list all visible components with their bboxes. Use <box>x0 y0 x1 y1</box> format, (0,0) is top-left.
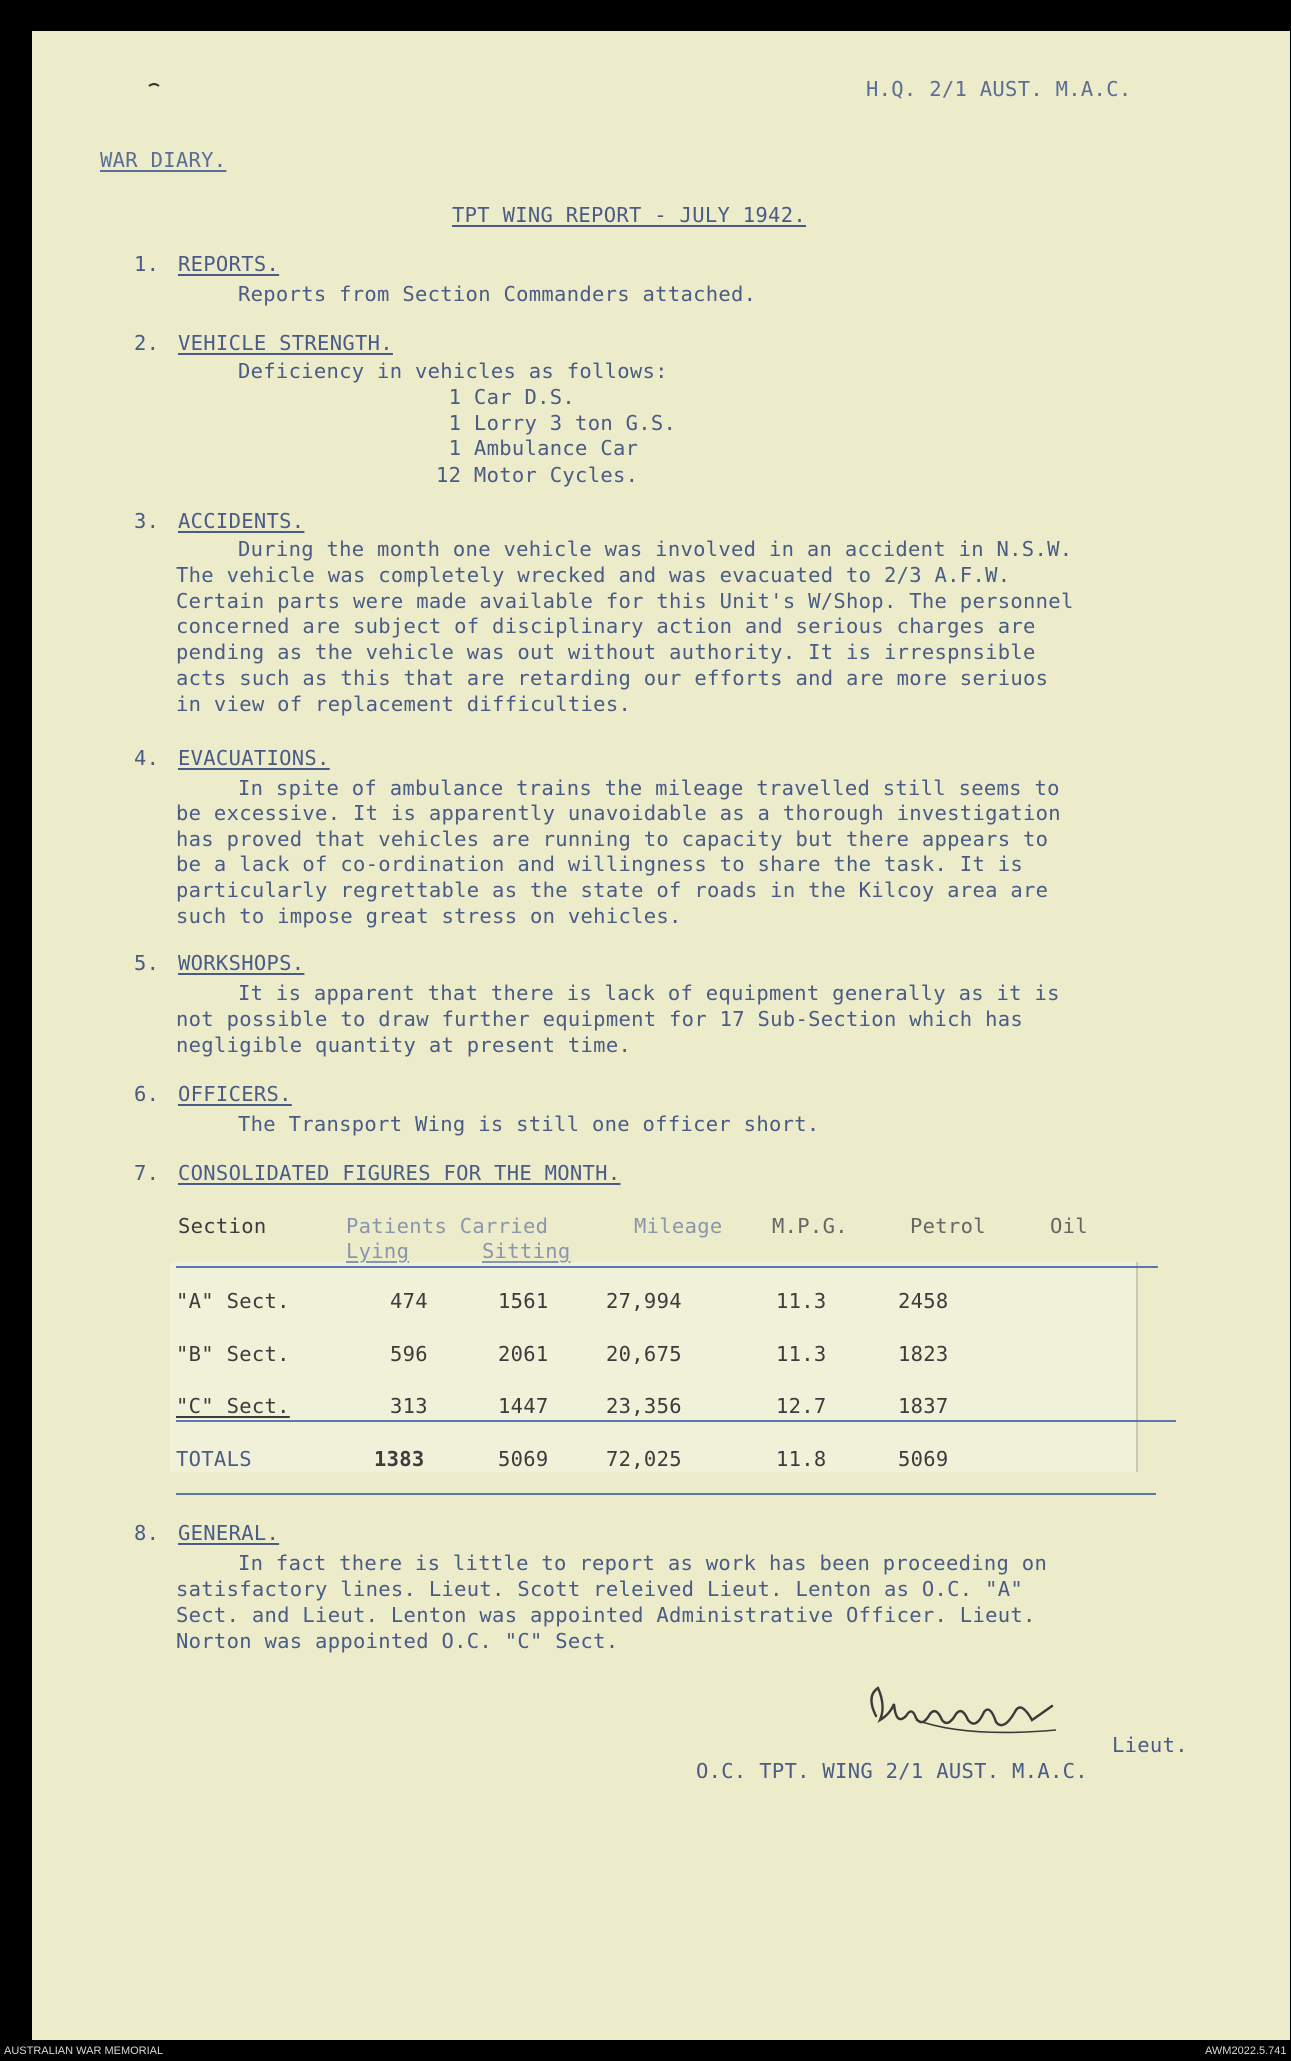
section-number: 2. <box>134 331 160 355</box>
table-header-rule <box>176 1266 1158 1268</box>
section-number: 5. <box>134 951 160 975</box>
row-mpg: 12.7 <box>776 1394 827 1418</box>
section-heading-workshops: WORKSHOPS. <box>178 951 305 975</box>
section-text: satisfactory lines. Lieut. Scott releived Lieut. Lenton as O.C. "A" <box>176 1577 1024 1601</box>
row-mileage: 23,356 <box>606 1394 682 1418</box>
row-mpg: 11.3 <box>776 1342 827 1366</box>
section-text: has proved that vehicles are running to capacity but there appears to <box>176 827 1049 851</box>
row-mileage: 20,675 <box>606 1342 682 1366</box>
col-header-sitting: Sitting <box>482 1239 571 1263</box>
row-sitting: 2061 <box>498 1342 549 1366</box>
footer-bar <box>0 2040 1291 2061</box>
section-text: such to impose great stress on vehicles. <box>176 904 682 928</box>
section-heading-consolidated-figures: CONSOLIDATED FIGURES FOR THE MONTH. <box>178 1161 621 1185</box>
report-title: TPT WING REPORT - JULY 1942. <box>452 203 806 227</box>
section-heading-general: GENERAL. <box>178 1521 280 1545</box>
section-text: In fact there is little to report as work has been proceeding on <box>238 1551 1048 1575</box>
section-number: 3. <box>134 509 160 533</box>
row-sitting: 1447 <box>498 1394 549 1418</box>
col-header-section: Section <box>178 1214 267 1238</box>
section-text: Certain parts were made available for this Unit's W/Shop. The personnel <box>176 589 1074 613</box>
vehicle-item: 12 Motor Cycles. <box>436 463 639 487</box>
signature-rank: Lieut. <box>1112 1733 1188 1757</box>
signature-title: O.C. TPT. WING 2/1 AUST. M.A.C. <box>696 1759 1088 1783</box>
col-header-lying: Lying <box>346 1239 410 1263</box>
col-header-oil: Oil <box>1050 1214 1088 1238</box>
vehicle-item: 1 Lorry 3 ton G.S. <box>436 411 677 435</box>
handwritten-signature <box>856 1676 1126 1756</box>
section-text: The vehicle was completely wrecked and was evacuated to 2/3 A.F.W. <box>176 563 1011 587</box>
war-diary-label: WAR DIARY. <box>100 148 227 172</box>
totals-lying: 1383 <box>374 1447 425 1471</box>
row-section: "B" Sect. <box>176 1342 290 1366</box>
col-header-patients-carried: Patients Carried <box>346 1214 549 1238</box>
row-sitting: 1561 <box>498 1289 549 1313</box>
totals-mpg: 11.8 <box>776 1447 827 1471</box>
section-text: Sect. and Lieut. Lenton was appointed Administrative Officer. Lieut. <box>176 1603 1036 1627</box>
totals-mileage: 72,025 <box>606 1447 682 1471</box>
punch-mark <box>148 82 160 90</box>
vehicle-item: 1 Ambulance Car <box>436 436 639 460</box>
section-number: 1. <box>134 252 160 276</box>
row-lying: 313 <box>390 1394 428 1418</box>
section-text: Reports from Section Commanders attached. <box>238 282 757 306</box>
section-heading-officers: OFFICERS. <box>178 1082 292 1106</box>
section-text: particularly regrettable as the state of roads in the Kilcoy area are <box>176 878 1049 902</box>
section-text: negligible quantity at present time. <box>176 1033 632 1057</box>
row-mpg: 11.3 <box>776 1289 827 1313</box>
section-text: During the month one vehicle was involved in an accident in N.S.W. <box>238 537 1073 561</box>
totals-petrol: 5069 <box>898 1447 949 1471</box>
section-heading-reports: REPORTS. <box>178 252 280 276</box>
row-petrol: 1823 <box>898 1342 949 1366</box>
section-number: 6. <box>134 1082 160 1106</box>
row-lying: 474 <box>390 1289 428 1313</box>
section-text: In spite of ambulance trains the mileage travelled still seems to <box>238 776 1060 800</box>
section-text: The Transport Wing is still one officer short. <box>238 1112 820 1136</box>
section-text: be a lack of co-ordination and willingness to share the task. It is <box>176 852 1024 876</box>
row-section: "A" Sect. <box>176 1289 290 1313</box>
footer-left: AUSTRALIAN WAR MEMORIAL <box>4 2045 164 2057</box>
totals-rule <box>176 1420 1176 1422</box>
section-text: in view of replacement difficulties. <box>176 692 632 716</box>
section-text: acts such as this that are retarding our efforts and are more seriuos <box>176 666 1049 690</box>
table-bottom-rule <box>176 1493 1156 1495</box>
section-text: not possible to draw further equipment for 17 Sub-Section which has <box>176 1007 1024 1031</box>
row-lying: 596 <box>390 1342 428 1366</box>
row-petrol: 2458 <box>898 1289 949 1313</box>
totals-sitting: 5069 <box>498 1447 549 1471</box>
section-text: pending as the vehicle was out without authority. It is irrespnsible <box>176 640 1036 664</box>
section-number: 4. <box>134 746 160 770</box>
section-text: Norton was appointed O.C. "C" Sect. <box>176 1629 619 1653</box>
section-number: 8. <box>134 1521 160 1545</box>
totals-label: TOTALS <box>176 1447 252 1471</box>
section-text: Deficiency in vehicles as follows: <box>238 359 668 383</box>
section-heading-vehicle-strength: VEHICLE STRENGTH. <box>178 331 393 355</box>
col-header-mpg: M.P.G. <box>772 1214 848 1238</box>
section-text: concerned are subject of disciplinary action and serious charges are <box>176 614 1036 638</box>
footer-right: AWM2022.5.741 <box>1205 2045 1287 2057</box>
col-header-petrol: Petrol <box>910 1214 986 1238</box>
section-heading-evacuations: EVACUATIONS. <box>178 746 330 770</box>
section-heading-accidents: ACCIDENTS. <box>178 509 305 533</box>
col-header-mileage: Mileage <box>634 1214 723 1238</box>
vehicle-item: 1 Car D.S. <box>436 385 576 409</box>
section-text: be excessive. It is apparently unavoidable as a thorough investigation <box>176 801 1061 825</box>
section-number: 7. <box>134 1161 160 1185</box>
section-text: It is apparent that there is lack of equipment generally as it is <box>238 981 1060 1005</box>
row-petrol: 1837 <box>898 1394 949 1418</box>
row-section: "C" Sect. <box>176 1394 290 1418</box>
row-mileage: 27,994 <box>606 1289 682 1313</box>
unit-header: H.Q. 2/1 AUST. M.A.C. <box>866 77 1132 101</box>
